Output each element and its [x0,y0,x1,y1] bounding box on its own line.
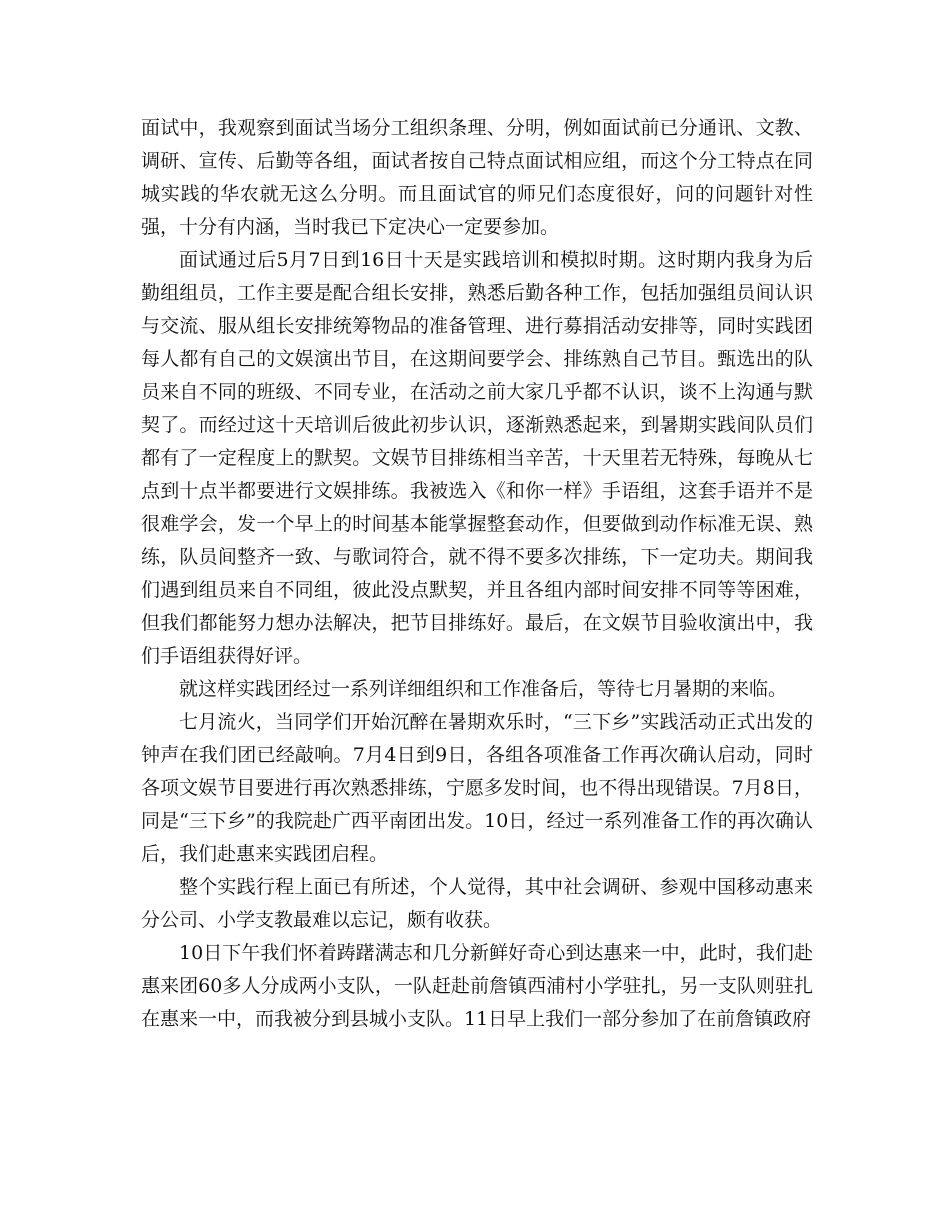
paragraph-6: 10日下午我们怀着踌躇满志和几分新鲜好奇心到达惠来一中，此时，我们赴惠来团60多人分成两小支队，一队赶赴前詹镇西浦村小学驻扎，另一支队则驻扎在惠来一中，而我被分到县城小支队。11日早上我们一部分参加了在前詹镇政府 [141,942,813,1030]
paragraph-4: 七月流火，当同学们开始沉醉在暑期欢乐时，“三下乡”实践活动正式出发的钟声在我们团已经敲响。7月4日到9日，各组各项准备工作再次确认启动，同时各项文娱节目要进行再次熟悉排练，宁愿多发时间，也不得出现错误。7月8日，同是“三下乡”的我院赴广西平南团出发。10日，经过一系列准备工作的再次确认后，我们赴惠来实践团启程。 [141,711,813,865]
paragraph-1: 面试中，我观察到面试当场分工组织条理、分明，例如面试前已分通讯、文教、调研、宣传、后勤等各组，面试者按自己特点面试相应组，而这个分工特点在同城实践的华农就无这么分明。而且面试官的师兄们态度很好，问的问题针对性强，十分有内涵，当时我已下定决心一定要参加。 [141,117,813,238]
paragraph-2: 面试通过后5月7日到16日十天是实践培训和模拟时期。这时期内我身为后勤组组员，工作主要是配合组长安排，熟悉后勤各种工作，包括加强组员间认识与交流、服从组长安排统筹物品的准备管理、进行募捐活动安排等，同时实践团每人都有自己的文娱演出节目，在这期间要学会、排练熟自己节目。甄选出的队员来自不同的班级、不同专业，在活动之前大家几乎都不认识，谈不上沟通与默契了。而经过这十天培训后彼此初步认识，逐渐熟悉起来，到暑期实践间队员们都有了一定程度上的默契。文娱节目排练相当辛苦，十天里若无特殊，每晚从七点到十点半都要进行文娱排练。我被选入《和你一样》手语组，这套手语并不是很难学会，发一个早上的时间基本能掌握整套动作，但要做到动作标准无误、熟练，队员间整齐一致、与歌词符合，就不得不要多次排练，下一定功夫。期间我们遇到组员来自不同组，彼此没点默契，并且各组内部时间安排不同等等困难，但我们都能努力想办法解决，把节目排练好。最后，在文娱节目验收演出中，我们手语组获得好评。 [141,249,813,667]
paragraph-3: 就这样实践团经过一系列详细组织和工作准备后，等待七月暑期的来临。 [179,678,788,700]
paragraph-5: 整个实践行程上面已有所述，个人觉得，其中社会调研、参观中国移动惠来分公司、小学支教最难以忘记，颇有收获。 [141,876,813,931]
document-body [141,112,813,1036]
